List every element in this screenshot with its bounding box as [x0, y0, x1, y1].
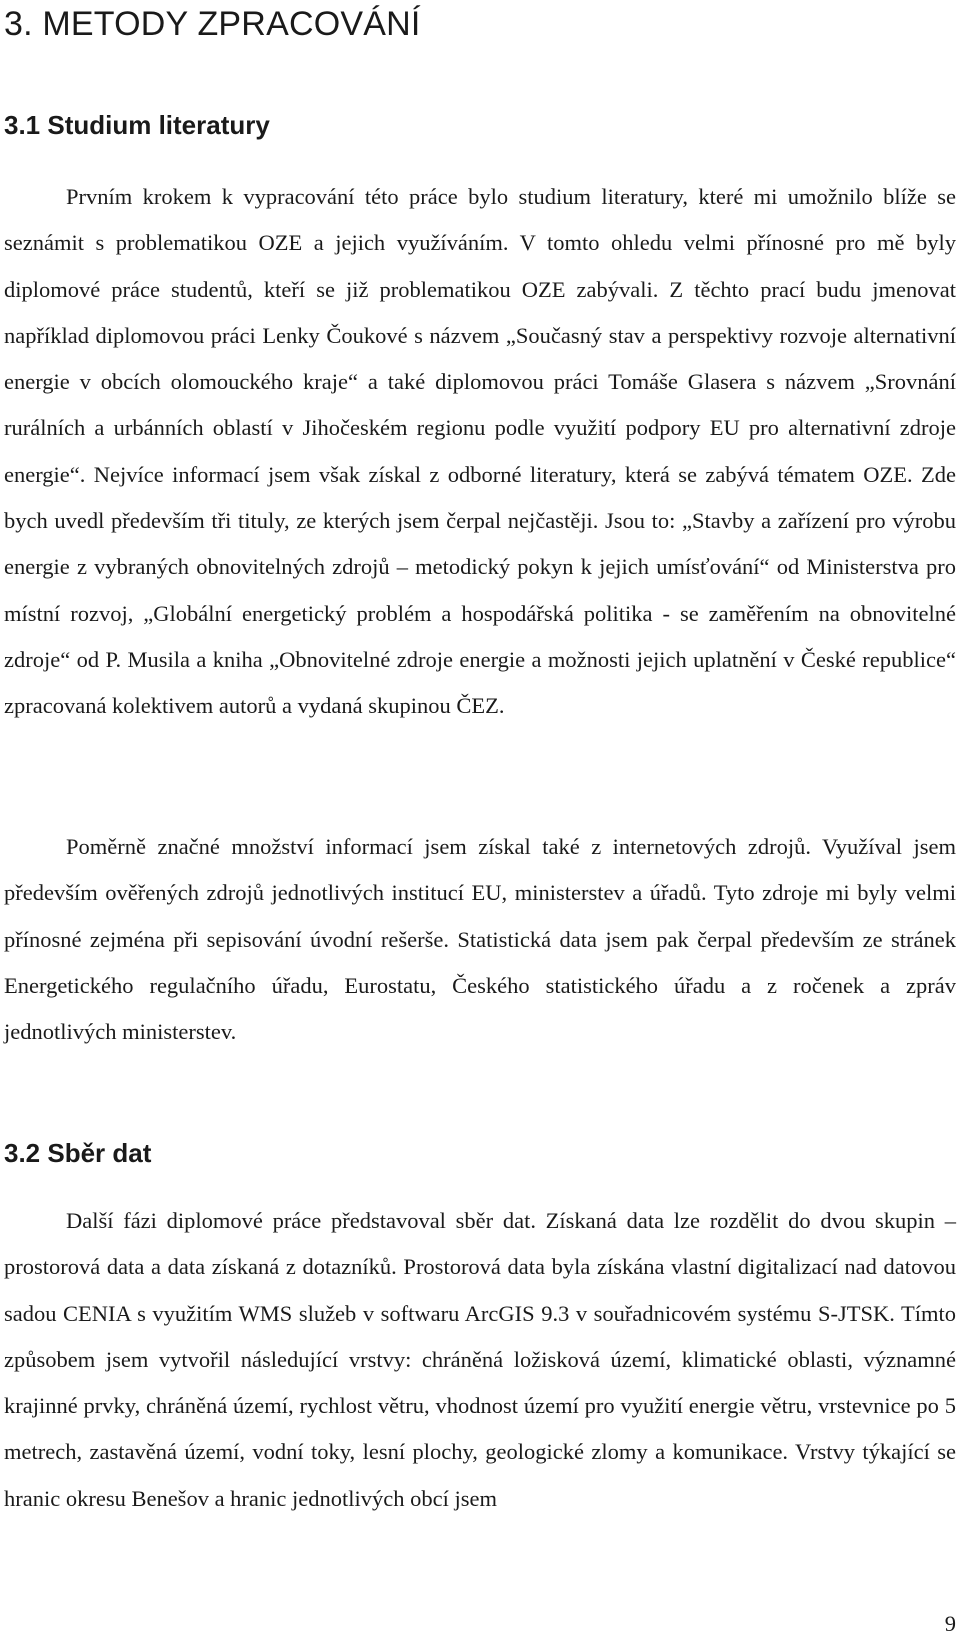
paragraph-data-collection: Další fázi diplomové práce představoval sběr dat. Získaná data lze rozdělit do dvou skupin – prostorová data a data získaná z dotazníků. Prostorová data byla získána vlastní digitalizací nad datovou sadou CENIA s využitím WMS služeb v softwaru ArcGIS 9.3 v souřadnicovém systému S-JTSK. Tímto způsobem jsem vytvořil následující vrstvy: chráněná ložisková území, klimatické oblasti, významné krajinné prvky, chráněná území, rychlost větru, vhodnost území pro využití energie větru, vrstevnice po 5 metrech, zastavěná území, vodní toky, lesní plochy, geologické zlomy a komunikace. Vrstvy týkající se hranic okresu Benešov a hranic jednotlivých obcí jsem: [4, 1208, 956, 1511]
chapter-title: 3. METODY ZPRACOVÁNÍ: [4, 5, 421, 43]
paragraph-literature-1: Prvním krokem k vypracování této práce bylo studium literatury, které mi umožnilo blíže se seznámit s problematikou OZE a jejich využíváním. V tomto ohledu velmi přínosné pro mě byly diplomové práce studentů, kteří se již problematikou OZE zabývali. Z těchto prací budu jmenovat například diplomovou práci Lenky Čoukové s názvem „Současný stav a perspektivy rozvoje alternativní energie v obcích olomouckého kraje“ a také diplomovou práci Tomáše Glasera s názvem „Srovnání rurálních a urbánních oblastí v Jihočeském regionu podle využití podpory EU pro alternativní zdroje energie“. Nejvíce informací jsem však získal z odborné literatury, která se zabývá tématem OZE. Zde bych uvedl především tři tituly, ze kterých jsem čerpal nejčastěji. Jsou to: „Stavby a zařízení pro výrobu energie z vybraných obnovitelných zdrojů – metodický pokyn k jejich umísťování“ od Ministerstva pro místní rozvoj, „Globální energetický problém a hospodářská politika - se zaměřením na obnovitelné zdroje“ od P. Musila a kniha „Obnovitelné zdroje energie a možnosti jejich uplatnění v České republice“ zpracovaná kolektivem autorů a vydaná skupinou ČEZ.: [4, 184, 956, 719]
section-title-3-1: 3.1 Studium literatury: [4, 110, 270, 140]
section-title-3-2: 3.2 Sběr dat: [4, 1138, 152, 1168]
page-number: 9: [944, 1611, 956, 1636]
paragraph-literature-2: Poměrně značné množství informací jsem získal také z internetových zdrojů. Využíval jsem především ověřených zdrojů jednotlivých institucí EU, ministerstev a úřadů. Tyto zdroje mi byly velmi přínosné zejména při sepisování úvodní rešerše. Statistická data jsem pak čerpal především ze stránek Energetického regulačního úřadu, Eurostatu, Českého statistického úřadu a z ročenek a zpráv jednotlivých ministerstev.: [4, 834, 956, 1045]
